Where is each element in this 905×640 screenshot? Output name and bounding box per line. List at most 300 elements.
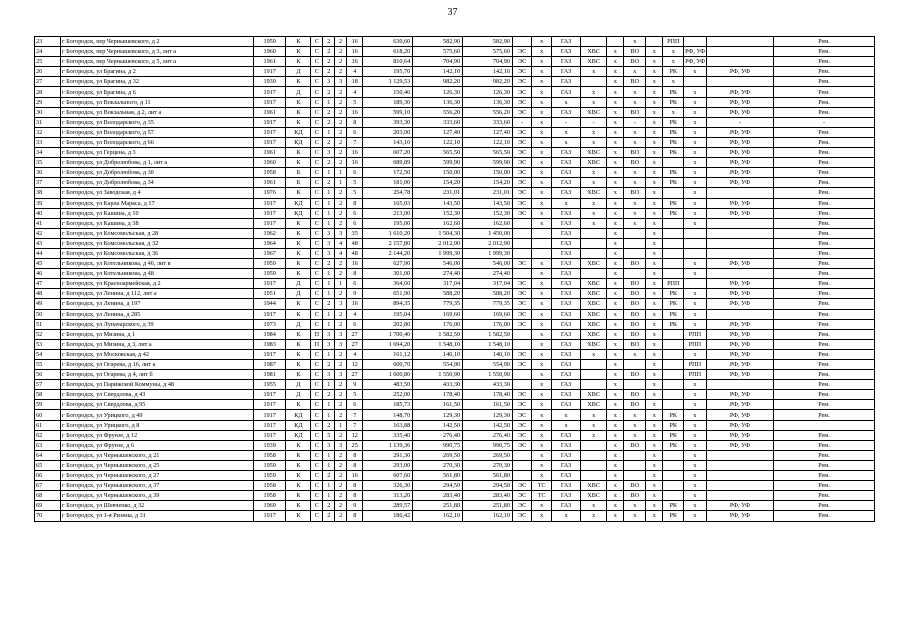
table-cell: 252,00 (363, 390, 413, 400)
table-row (35, 339, 875, 349)
table-cell: С (311, 410, 323, 420)
table-cell: х (532, 137, 552, 147)
table-cell: 176,00 (413, 319, 463, 329)
table-cell: х (532, 511, 552, 521)
table-row (35, 87, 875, 97)
table-cell: х (551, 198, 580, 208)
table-cell: РФ, УФ (706, 87, 773, 97)
table-cell: 28 (35, 87, 61, 97)
table-cell: г Богородск, ул Брагина, д 32 (61, 77, 254, 87)
table-cell: 3 (323, 329, 335, 339)
table-cell: 2 (323, 360, 335, 370)
table-cell: 2 (335, 400, 347, 410)
table-cell: 335,40 (363, 430, 413, 440)
table-cell: х (607, 158, 624, 168)
table-cell: г Богородск, ул Луначарского, д 39 (61, 319, 254, 329)
table-row (35, 319, 875, 329)
table-cell: К (286, 57, 311, 67)
table-cell: Д (286, 380, 311, 390)
table-cell: 1917 (253, 511, 286, 521)
table-cell: ГАЗ (551, 360, 580, 370)
table-cell: 154,20 (413, 178, 463, 188)
table-cell: х (532, 158, 552, 168)
table-cell: 1959 (253, 37, 286, 47)
table-cell: х (646, 349, 663, 359)
table-cell: Рем. (774, 460, 875, 470)
table-cell: 582,90 (413, 37, 463, 47)
table-cell: ГАЗ (551, 218, 580, 228)
table-cell: 1 (323, 208, 335, 218)
table-cell: С (311, 360, 323, 370)
table-cell: 1 (335, 168, 347, 178)
table-cell: х (646, 501, 663, 511)
table-cell: 5 (323, 430, 335, 440)
table-cell: х (532, 279, 552, 289)
table-cell: х (532, 339, 552, 349)
table-cell: ГАЗ (551, 370, 580, 380)
table-cell: г Богородск, ул Парижской Коммуны, д 48 (61, 380, 254, 390)
table-cell: КД (286, 208, 311, 218)
table-cell: х (607, 127, 624, 137)
table-cell: Рем. (774, 491, 875, 501)
table-cell: ЭС (512, 440, 532, 450)
table-cell: Рем. (774, 148, 875, 158)
table-cell: х (646, 491, 663, 501)
table-cell: Рем. (774, 198, 875, 208)
table-cell: Рем. (774, 218, 875, 228)
table-cell (512, 370, 532, 380)
table-cell: ГАЗ (551, 481, 580, 491)
table-cell: 1981 (253, 370, 286, 380)
table-cell: ЭС (512, 87, 532, 97)
table-cell: ГАЗ (551, 148, 580, 158)
table-cell: 1961 (253, 107, 286, 117)
table-cell: г Богородск, ул Шевченко, д 32 (61, 501, 254, 511)
table-cell: 2 (323, 259, 335, 269)
table-cell: 163,88 (363, 420, 413, 430)
table-cell (706, 77, 773, 87)
table-row (35, 481, 875, 491)
table-cell (581, 37, 607, 47)
table-cell: х (532, 370, 552, 380)
table-cell: ГАЗ (551, 168, 580, 178)
table-cell: г Богородск, ул Чернышевского, д 27 (61, 471, 254, 481)
table-cell: Б (286, 178, 311, 188)
table-cell: х (684, 67, 707, 77)
table-cell: ХВС (581, 339, 607, 349)
table-cell: 2 (335, 511, 347, 521)
table-cell: 150,46 (363, 87, 413, 97)
table-cell: 1917 (253, 117, 286, 127)
table-cell (706, 47, 773, 57)
table-cell: г Богородск, ул Герцена, д 3 (61, 148, 254, 158)
table-cell (706, 471, 773, 481)
table-cell: 3 (323, 238, 335, 248)
table-cell (512, 238, 532, 248)
table-cell: х (607, 501, 624, 511)
table-cell: г Богородск, ул Добролюбова, д 1, лит а (61, 158, 254, 168)
table-cell (512, 37, 532, 47)
table-cell: х (532, 329, 552, 339)
table-cell: 34 (35, 148, 61, 158)
housing-registry-table (34, 36, 875, 522)
table-cell: х (646, 410, 663, 420)
table-cell: х (624, 87, 646, 97)
table-cell: х (607, 289, 624, 299)
table-cell: х (607, 107, 624, 117)
table-cell: 9 (347, 380, 363, 390)
table-cell: х (646, 289, 663, 299)
table-cell: х (624, 511, 646, 521)
table-cell: ГАЗ (551, 158, 580, 168)
table-cell: Рем. (774, 400, 875, 410)
table-cell: РФ, УФ (706, 67, 773, 77)
table-cell: РК (663, 440, 684, 450)
table-cell (512, 471, 532, 481)
table-cell: РПП (684, 339, 707, 349)
table-cell: ГАЗ (551, 87, 580, 97)
table-row (35, 127, 875, 137)
table-cell: х (663, 47, 684, 57)
table-cell: РФ, УФ (706, 168, 773, 178)
table-cell: 5 (347, 178, 363, 188)
table-cell: г Богородск, пер Чернышевского, д 3, лит а (61, 47, 254, 57)
table-cell: 129,30 (413, 410, 463, 420)
table-cell: 27 (347, 329, 363, 339)
table-cell: х (684, 481, 707, 491)
table-cell: П (311, 329, 323, 339)
table-cell: х (532, 107, 552, 117)
table-cell (706, 481, 773, 491)
table-cell: 1 (323, 309, 335, 319)
table-cell: 2 (335, 37, 347, 47)
table-cell: х (684, 460, 707, 470)
table-cell: х (532, 188, 552, 198)
table-cell: С (311, 148, 323, 158)
table-cell (684, 77, 707, 87)
table-cell: РК (663, 117, 684, 127)
table-cell: х (532, 57, 552, 67)
table-row (35, 501, 875, 511)
table-cell: 195,00 (363, 218, 413, 228)
table-cell: РФ, УФ (706, 501, 773, 511)
table-cell: С (311, 349, 323, 359)
table-cell (581, 269, 607, 279)
table-cell (706, 238, 773, 248)
table-cell: С (311, 188, 323, 198)
table-row (35, 248, 875, 258)
table-row (35, 390, 875, 400)
table-cell: 8 (347, 269, 363, 279)
table-row (35, 228, 875, 238)
table-cell: 1 (323, 491, 335, 501)
table-cell: 294,50 (413, 481, 463, 491)
table-cell: 6 (347, 400, 363, 410)
table-row (35, 420, 875, 430)
table-cell (663, 380, 684, 390)
table-row (35, 137, 875, 147)
table-cell: г Богородск, ул Володарского, д 66 (61, 137, 254, 147)
table-cell: х (607, 491, 624, 501)
table-cell: Д (286, 319, 311, 329)
table-cell (532, 248, 552, 258)
table-cell: х (646, 168, 663, 178)
table-cell: х (663, 57, 684, 67)
table-cell: РФ, УФ (706, 360, 773, 370)
table-cell: РК (663, 208, 684, 218)
table-cell: С (311, 460, 323, 470)
table-cell: ВО (624, 390, 646, 400)
table-row (35, 460, 875, 470)
table-cell: х (581, 430, 607, 440)
table-cell: ЭС (512, 158, 532, 168)
table-cell: х (646, 511, 663, 521)
table-row (35, 279, 875, 289)
table-cell: 43 (35, 238, 61, 248)
table-cell: 26 (35, 67, 61, 77)
table-cell: 1959 (253, 259, 286, 269)
table-cell: С (311, 208, 323, 218)
table-cell: 3 (323, 228, 335, 238)
table-cell (663, 259, 684, 269)
table-cell: 231,01 (463, 188, 513, 198)
table-cell: г Богородск, ул Московская, д 42 (61, 349, 254, 359)
table-cell: С (311, 168, 323, 178)
table-cell: 152,30 (463, 208, 513, 218)
table-cell: х (684, 400, 707, 410)
table-cell: РК (663, 319, 684, 329)
table-cell: 2 (335, 349, 347, 359)
table-cell: х (607, 440, 624, 450)
table-cell: Рем. (774, 137, 875, 147)
table-cell (706, 491, 773, 501)
table-cell: 1 582,50 (463, 329, 513, 339)
table-cell: 38 (35, 188, 61, 198)
table-cell: 2 (323, 57, 335, 67)
table-cell: х (532, 208, 552, 218)
table-cell: х (646, 430, 663, 440)
table-cell: РПП (684, 370, 707, 380)
table-cell: 483,50 (363, 380, 413, 390)
table-cell (684, 279, 707, 289)
table-cell: х (607, 208, 624, 218)
table-cell: х (607, 248, 624, 258)
table-cell: С (311, 269, 323, 279)
table-cell: х (646, 77, 663, 87)
table-cell: 162,10 (463, 511, 513, 521)
table-cell: 1 600,80 (363, 370, 413, 380)
table-cell: х (532, 259, 552, 269)
table-cell: 2 (335, 410, 347, 420)
table-cell: 2 (335, 97, 347, 107)
table-cell: х (684, 319, 707, 329)
table-cell: х (684, 188, 707, 198)
table-cell: 3 (335, 77, 347, 87)
table-cell: РК (663, 67, 684, 77)
table-row (35, 77, 875, 87)
table-cell: 136,30 (463, 97, 513, 107)
table-cell: х (607, 319, 624, 329)
table-cell: 2 (335, 127, 347, 137)
table-cell: ХВС (581, 390, 607, 400)
table-cell: 64 (35, 450, 61, 460)
table-cell (512, 228, 532, 238)
table-cell: х (684, 218, 707, 228)
table-cell: г Богородск, ул Володарского, д 57 (61, 127, 254, 137)
table-cell (581, 471, 607, 481)
table-cell: х (607, 420, 624, 430)
table-cell: х (646, 208, 663, 218)
table-cell: Д (286, 289, 311, 299)
table-cell: 561,80 (413, 471, 463, 481)
table-cell: ЭС (512, 259, 532, 269)
table-cell: 25 (35, 57, 61, 67)
table-cell: РФ, УФ (685, 58, 706, 66)
table-cell: ЭС (512, 390, 532, 400)
table-cell (706, 37, 773, 47)
table-cell: г Богородск, ул Ленина, д 112, лит а (61, 289, 254, 299)
table-cell: ЭС (512, 198, 532, 208)
table-cell (581, 370, 607, 380)
table-cell: 333,60 (463, 117, 513, 127)
table-cell: ЭС (512, 47, 532, 57)
table-cell: 36 (35, 168, 61, 178)
table-cell: х (581, 168, 607, 178)
table-cell: ВО (624, 289, 646, 299)
table-cell: 588,20 (413, 289, 463, 299)
table-cell: 1 (335, 178, 347, 188)
table-cell: 2 (323, 47, 335, 57)
table-cell: ВО (624, 279, 646, 289)
table-cell: х (646, 87, 663, 97)
table-cell: 32 (35, 127, 61, 137)
table-cell (663, 460, 684, 470)
table-cell: С (311, 107, 323, 117)
table-cell: ХВС (581, 299, 607, 309)
table-cell: 60 (35, 410, 61, 420)
table-cell (624, 248, 646, 258)
table-cell: ГАЗ (551, 289, 580, 299)
table-cell: 178,40 (463, 390, 513, 400)
table-cell: х (581, 420, 607, 430)
table-cell: г Богородск, ул Мизина, д 3, лит а (61, 339, 254, 349)
table-row (35, 299, 875, 309)
table-cell: 8 (347, 481, 363, 491)
table-cell: 2 (335, 471, 347, 481)
table-cell (663, 400, 684, 410)
table-cell: 3 (335, 339, 347, 349)
table-cell: х (646, 228, 663, 238)
table-cell: РФ, УФ (706, 440, 773, 450)
table-cell: К (286, 299, 311, 309)
table-cell: Б (286, 168, 311, 178)
table-cell: х (532, 319, 552, 329)
table-cell: х (624, 501, 646, 511)
table-cell: С (311, 309, 323, 319)
table-cell: х (607, 481, 624, 491)
table-cell: РФ, УФ (706, 97, 773, 107)
table-cell: х (646, 339, 663, 349)
table-row (35, 259, 875, 269)
table-cell (684, 228, 707, 238)
table-cell: 6 (347, 279, 363, 289)
table-cell: 169,60 (413, 309, 463, 319)
table-cell: х (646, 390, 663, 400)
table-cell: 333,60 (413, 117, 463, 127)
table-cell: ВО (624, 329, 646, 339)
table-cell: ЭС (512, 491, 532, 501)
table-cell (646, 37, 663, 47)
table-cell (512, 339, 532, 349)
table-cell: - (512, 117, 532, 127)
table-row (35, 380, 875, 390)
table-cell: 1958 (253, 168, 286, 178)
table-cell: ВО (624, 339, 646, 349)
table-cell: 140,10 (413, 349, 463, 359)
table-cell: 45 (35, 259, 61, 269)
table-cell (663, 248, 684, 258)
table-cell: Рем. (774, 259, 875, 269)
table-cell (512, 218, 532, 228)
table-cell: С (311, 440, 323, 450)
table-cell: 1959 (253, 471, 286, 481)
table-cell: 5 (347, 390, 363, 400)
table-cell: 599,10 (363, 107, 413, 117)
table-cell: 2 (323, 87, 335, 97)
table-cell: 2 (335, 47, 347, 57)
table-cell: 894,35 (363, 299, 413, 309)
table-cell: 181,00 (363, 178, 413, 188)
table-cell: 4 (335, 238, 347, 248)
table-cell: г Богородск, ул Котельникова, д 46, лит в (61, 259, 254, 269)
table-cell: 251,80 (413, 501, 463, 511)
table-cell: 565,50 (413, 148, 463, 158)
table-cell: 53 (35, 339, 61, 349)
table-cell: 2 (335, 481, 347, 491)
table-cell: 150,00 (463, 168, 513, 178)
table-cell: х (532, 178, 552, 188)
table-cell: Рем. (774, 319, 875, 329)
table-cell: х (532, 127, 552, 137)
table-cell: 150,00 (413, 168, 463, 178)
table-cell: 3 (323, 339, 335, 349)
table-cell: х (607, 57, 624, 67)
table-cell: х (532, 400, 552, 410)
table-cell (624, 450, 646, 460)
table-cell: х (607, 309, 624, 319)
table-cell: 1917 (253, 97, 286, 107)
table-cell: 1917 (253, 218, 286, 228)
table-cell: Д (286, 279, 311, 289)
table-cell: 2 (335, 360, 347, 370)
table-cell: 704,90 (413, 57, 463, 67)
table-cell: 270,30 (413, 460, 463, 470)
table-cell: 433,30 (463, 380, 513, 390)
table-cell: 25 (347, 440, 363, 450)
table-cell: 189,30 (363, 97, 413, 107)
table-cell: х (532, 309, 552, 319)
table-cell: х (684, 309, 707, 319)
table-cell: ЭС (512, 107, 532, 117)
table-cell: РК (663, 198, 684, 208)
table-cell: х (646, 47, 663, 57)
table-cell: 1958 (253, 491, 286, 501)
table-cell (706, 460, 773, 470)
table-cell: 1958 (253, 481, 286, 491)
table-cell: х (532, 67, 552, 77)
table-cell: К (286, 370, 311, 380)
table-cell: ХВС (581, 107, 607, 117)
